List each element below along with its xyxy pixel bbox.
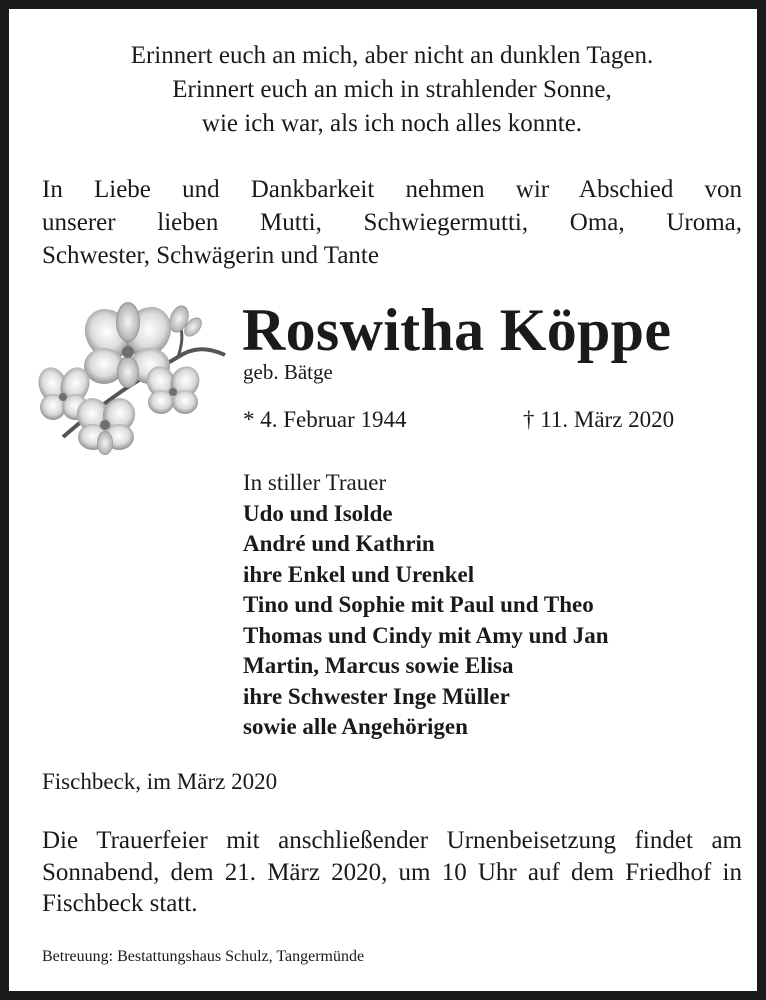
poem-line: Erinnert euch an mich, aber nicht an dunklen Tagen. [130, 42, 654, 69]
mourner-entry: ihre Schwester Inge Müller [243, 683, 510, 709]
birth-name: geb. Bätge [243, 360, 333, 384]
birth-date: * 4. Februar 1944 [243, 407, 407, 432]
death-date: † 11. März 2020 [523, 407, 675, 432]
mourners-list [243, 468, 609, 743]
mourner-entry: Martin, Marcus sowie Elisa [243, 653, 514, 678]
poem-line: wie ich war, als ich noch alles konnte. [201, 110, 583, 137]
mourner-entry: sowie alle Angehörigen [243, 714, 468, 739]
deceased-name: Roswitha Köppe [242, 297, 672, 363]
farewell-text [42, 173, 742, 272]
farewell-line: unserer lieben Mutti, Schwiegermutti, Oma, Uroma, [42, 209, 742, 236]
funeral-home-credit: Betreuung: Bestattungshaus Schulz, Tangermünde [42, 948, 365, 965]
ceremony-notice [42, 825, 742, 920]
mourning-lead: In stiller Trauer [243, 470, 387, 495]
memorial-poem [39, 39, 745, 141]
mourner-entry: Thomas und Cindy mit Amy und Jan [243, 622, 609, 648]
ceremony-line: Sonnabend, dem 21. März 2020, um 10 Uhr auf dem Friedhof in [42, 858, 742, 886]
poem-line: Erinnert euch an mich in strahlender Sonne, [172, 76, 612, 103]
farewell-line: In Liebe und Dankbarkeit nehmen wir Abschied von [42, 176, 742, 203]
mourner-entry: André und Kathrin [243, 531, 435, 556]
farewell-line: Schwester, Schwägerin und Tante [42, 242, 379, 269]
mourner-entry: ihre Enkel und Urenkel [243, 561, 475, 587]
orchid-icon [33, 297, 231, 472]
mourner-entry: Tino und Sophie mit Paul und Theo [243, 592, 594, 617]
place-date: Fischbeck, im März 2020 [42, 769, 278, 794]
ceremony-line: Die Trauerfeier mit anschließender Urnenbeisetzung findet am [42, 827, 742, 854]
mourner-entry: Udo und Isolde [243, 500, 393, 526]
ceremony-line: Fischbeck statt. [42, 890, 198, 917]
